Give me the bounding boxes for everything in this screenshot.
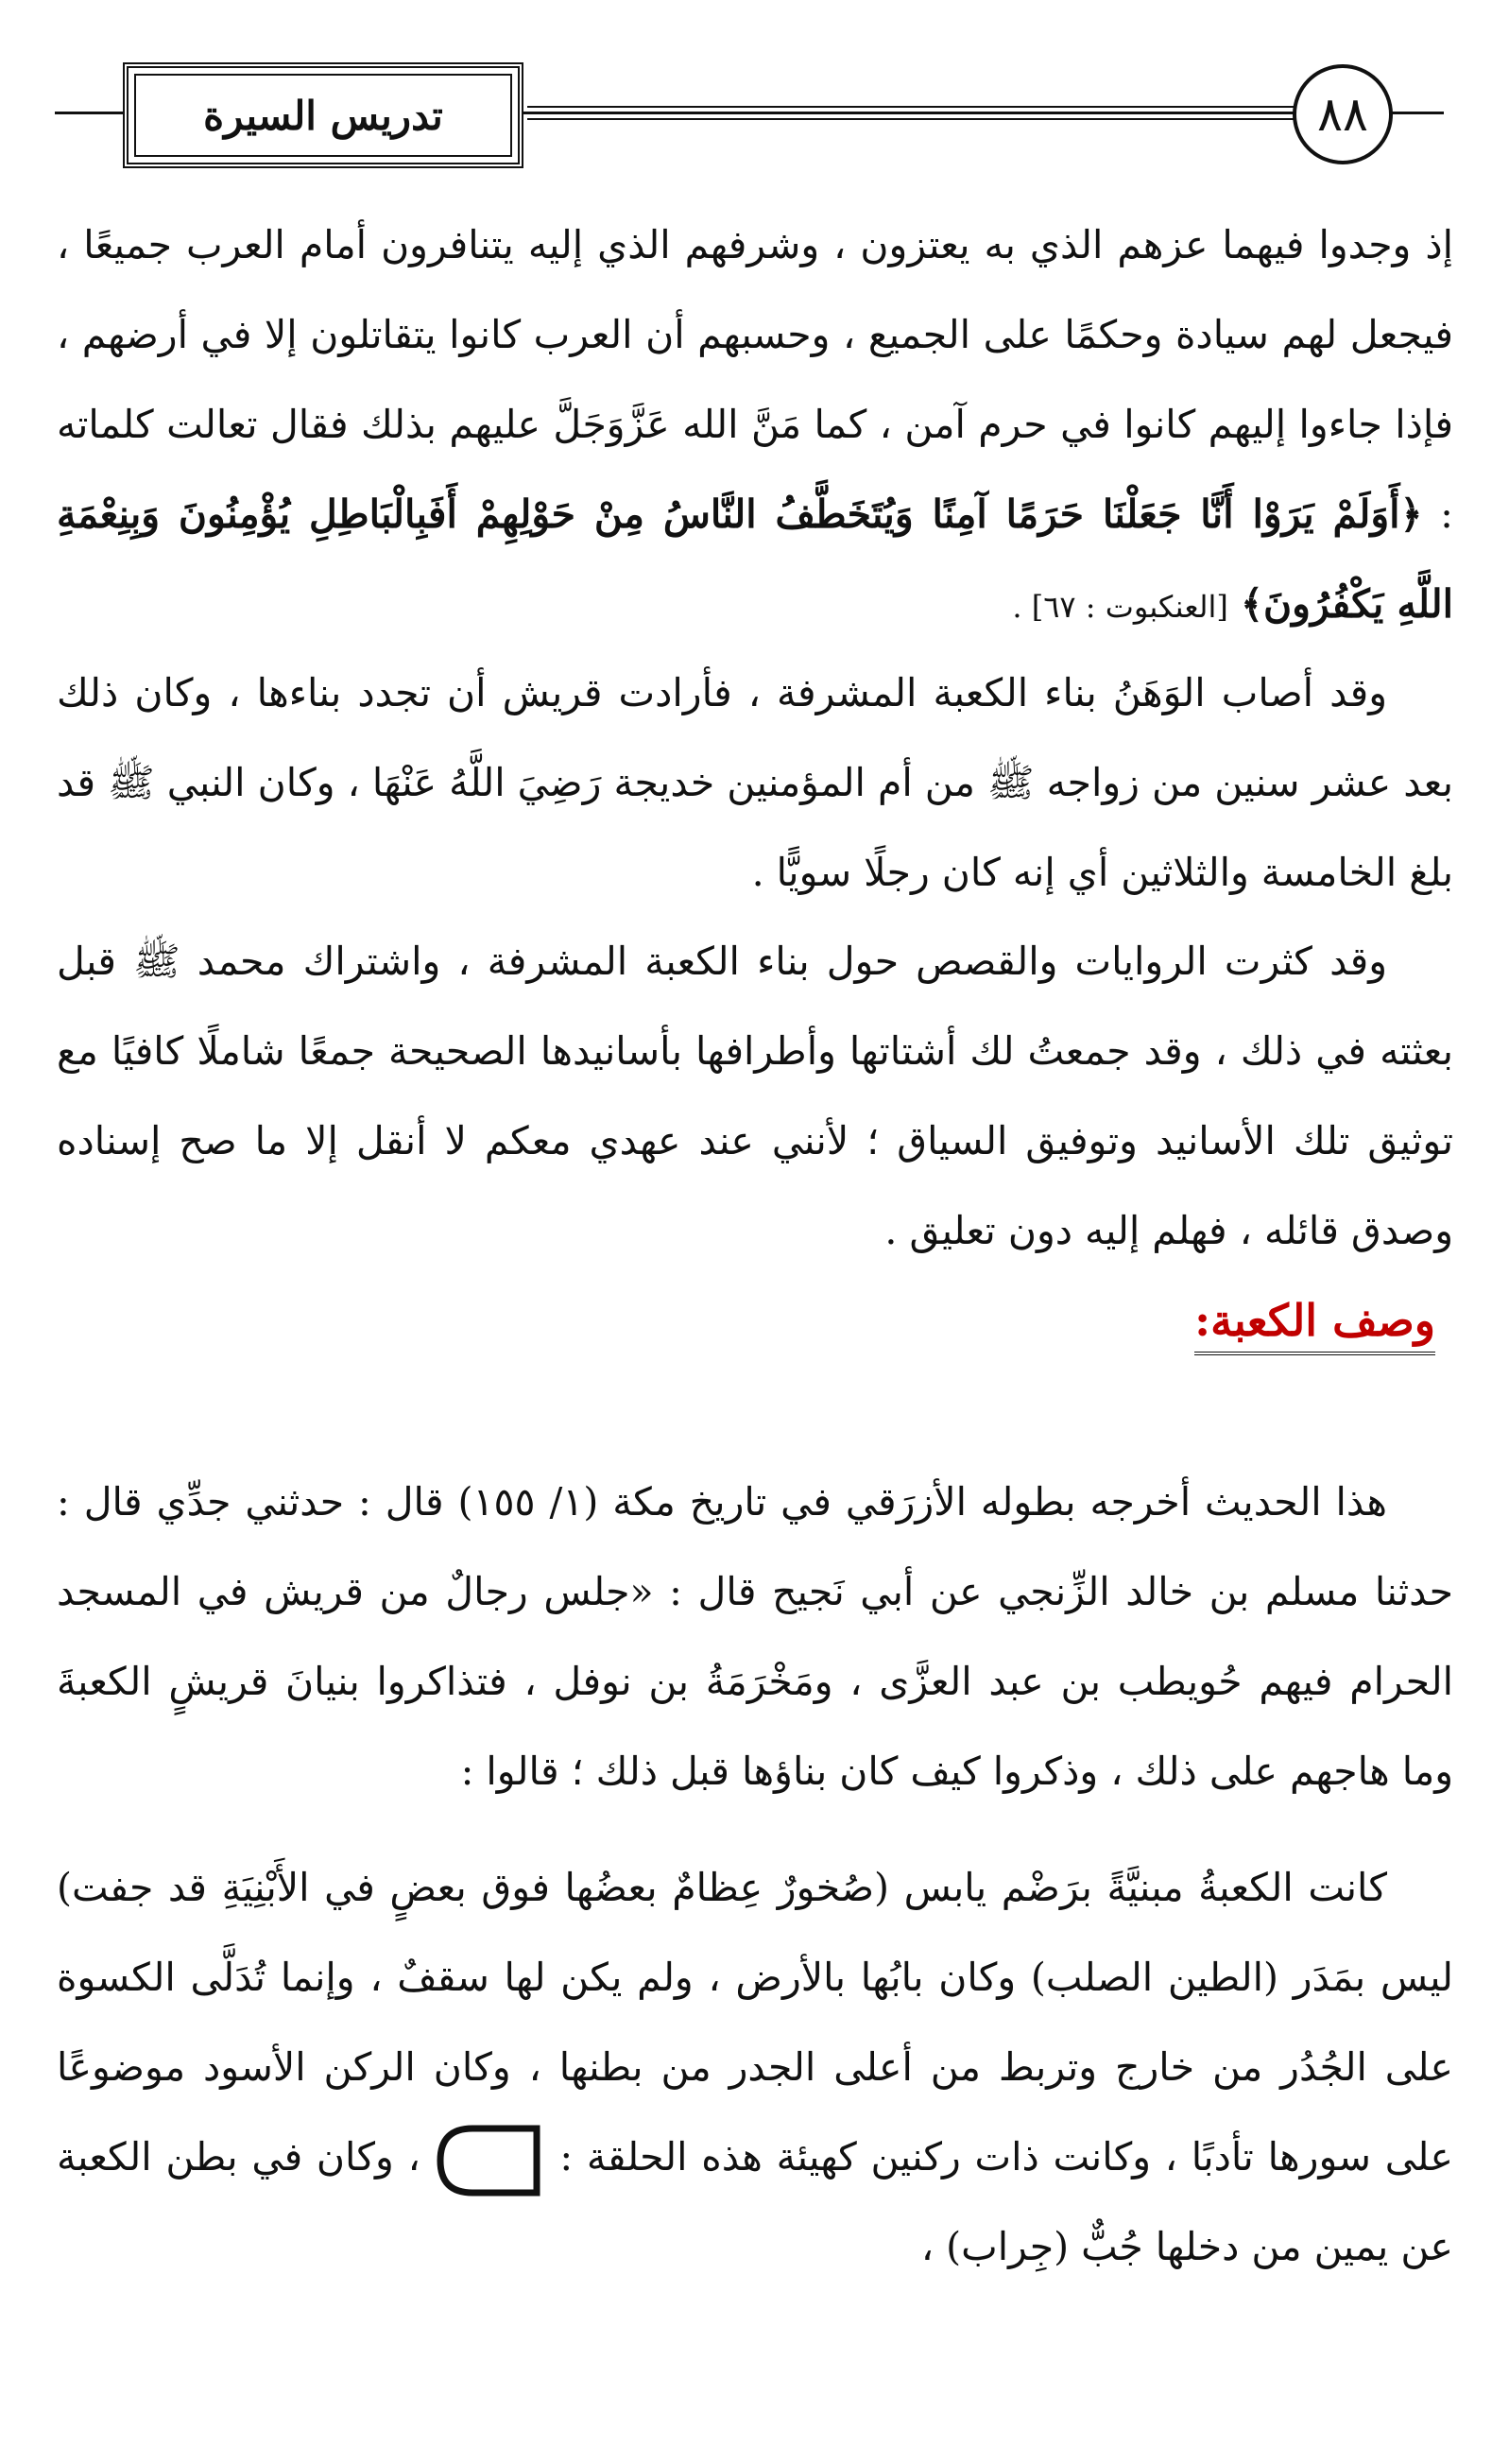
paragraph-hadith xyxy=(57,1457,1453,1817)
header-rule-lower xyxy=(527,118,1349,120)
paragraph-text: وقد كثرت الروايات والقصص حول بناء الكعبة المشرفة ، واشتراك محمد ﷺ قبل بعثته في ذلك ، وقد جمعتُ لك أشتاتها وأطرافها بأسانيدها الصحيحة جمعًا شاملًا كافيًا مع توثيق تلك الأسانيد وتوفيق السياق ؛ لأنني عند عهدي معكم لا أنقل إلا ما صح إسناده وصدق قائله ، فهلم إليه دون تعليق . xyxy=(57,939,1453,1253)
ring-shape-figure xyxy=(435,2123,546,2198)
quran-verse: ﴿أَوَلَمْ يَرَوْا أَنَّا جَعَلْنَا حَرَمًا آمِنًا وَيُتَخَطَّفُ النَّاسُ مِنْ حَوْلِهِمْ أَفَبِالْبَاطِلِ يُؤْمِنُونَ وَبِنِعْمَةِ اللَّهِ يَكْفُرُونَ﴾ xyxy=(57,491,1453,627)
page-number: ٨٨ xyxy=(1317,87,1368,142)
book-title: تدريس السيرة xyxy=(203,92,443,139)
section-heading: وصف الكعبة: xyxy=(1194,1295,1435,1355)
page-header xyxy=(55,55,1444,168)
paragraph-text: كانت الكعبةُ مبنيَّةً برَضْم يابس (صُخورٌ عِظامٌ بعضُها فوق بعضٍ في الأَبْنِيَةِ قد جفت) ليس بمَدَر (الطين الصلب) وكان بابُها بالأرض ، ولم يكن لها سقفٌ ، وإنما تُدَلَّى الكسوة على الجُدُر من خارج وتربط من أعلى الجدر من بطنها ، وكان الركن الأسود موضوعًا على سورها تأدبًا ، وكانت ذات ركنين كهيئة هذه الحلقة : xyxy=(57,1865,1453,2180)
page-number-circle xyxy=(1293,64,1393,164)
paragraph-narrations xyxy=(57,917,1453,1276)
verse-reference: [العنكبوت : ٦٧] . xyxy=(1012,589,1228,625)
paragraph-text-continued: ، وكان في بطن الكعبة عن يمين من دخلها جُبٌّ (جِراب) ، xyxy=(57,2134,1453,2269)
paragraph-text: إذ وجدوا فيهما عزهم الذي به يعتزون ، وشرفهم الذي إليه يتنافرون أمام العرب جميعًا ، فيجعل لهم سيادة وحكمًا على الجميع ، وحسبهم أن العرب كانوا يتقاتلون إلا في أرضهم ، فإذا جاءوا إليهم كانوا في حرم آمن ، كما مَنَّ الله عَزَّوَجَلَّ عليهم بذلك فقال تعالت كلماته : xyxy=(57,222,1453,537)
paragraph-description xyxy=(57,1843,1453,2292)
paragraph-text: وقد أصاب الوَهَنُ بناء الكعبة المشرفة ، فأرادت قريش أن تجدد بناءها ، وكان ذلك بعد عشر سنين من زواجه ﷺ من أم المؤمنين خديجة رَضِيَ اللَّهُ عَنْهَا ، وكان النبي ﷺ قد بلغ الخامسة والثلاثين أي إنه كان رجلًا سويًّا . xyxy=(57,670,1453,895)
header-rule-upper xyxy=(527,106,1349,108)
paragraph-weakness xyxy=(57,648,1453,918)
paragraph-text: هذا الحديث أخرجه بطوله الأزرَقي في تاريخ مكة (١/ ١٥٥) قال : حدثني جدِّي قال : حدثنا مسلم بن خالد الزِّنجي عن أبي نَجيح قال : «جلس رجالٌ من قريش في المسجد الحرام فيهم حُويطب بن عبد العزَّى ، ومَخْرَمَةُ بن نوفل ، فتذاكروا بنيانَ قريشٍ الكعبةَ وما هاجهم على ذلك ، وذكروا كيف كان بناؤها قبل ذلك ؛ قالوا : xyxy=(57,1479,1453,1794)
paragraph-haram xyxy=(57,200,1453,652)
book-title-frame xyxy=(123,62,523,168)
